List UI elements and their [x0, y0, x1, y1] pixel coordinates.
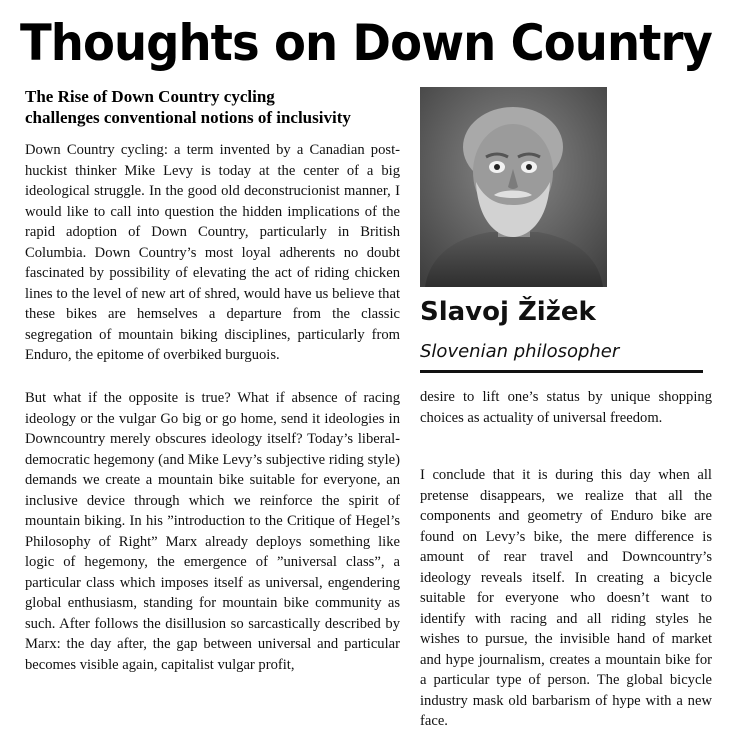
subtitle-line-1: The Rise of Down Country cycling — [25, 87, 275, 106]
author-role: Slovenian philosopher — [420, 341, 620, 362]
article-paragraph-2: But what if the opposite is true? What if absence of racing ideology or the vulgar Go big or go home, send it ideologies in Downcountry merely obscures ideology itself? Today’s liberal-democratic hegemony (and Mike Levy’s subjective riding style) demands we create a mountain bike suitable for everyone, an inclusive device through which we reinforce the spirit of mountain biking. In his ”introduction to the Critique of Hegel’s Philosophy of Right” Marx already deploys something like logic of hegemony, the emergence of ”universal class”, a particular class which imposes itself as universal, engendering global enthusiasm, standing for mountain bike community as such. After follows the disillusion so sarcastically described by Marx: the day after, the gap between universal and particular becomes visible again, capitalist vulgar profit, — [25, 390, 400, 673]
article-paragraph-3: desire to lift one’s status by unique shopping choices as actuality of universal freedom. — [420, 389, 712, 426]
author-portrait — [420, 87, 607, 287]
author-name: Slavoj Žižek — [420, 297, 596, 327]
article-paragraph-4: I conclude that it is during this day when all pretense disappears, we realize that all the components and geometry of Enduro bike are found on Levy’s bike, the mere difference is amount of rear travel and Downcountry’s ideology reveals itself. In creating a bicycle suitable for everyone who doesn’t want to identify with racing and all riding styles he wishes to pursue, the invisible hand of market and hype journalism, creates a mountain bike for a particular type of person. The global bicycle industry mask old barbarism of hype with a new face. — [420, 467, 712, 729]
article-title: Thoughts on Down Country — [20, 14, 712, 72]
subtitle-line-2: challenges conventional notions of inclusivity — [25, 108, 351, 127]
portrait-illustration — [420, 87, 607, 287]
author-divider — [420, 370, 703, 373]
article-paragraph-1: Down Country cycling: a term invented by a Canadian post-huckist thinker Mike Levy is today at the center of a big ideological struggle. In the good old deconstrucionist manner, I would like to call into question the hidden implications of the rapid adoption of Down Country, particularly in British Columbia. Down Country’s most loyal adherents no doubt fascinated by possibility of elevating the act of riding chicken lines to the level of new art of shred, would have us believe that these bikes are hemselves a departure from the classic segregation of mountain biking disciplines, particularly from Enduro, the epitome of overbiked burguois. — [25, 142, 400, 363]
article-subtitle — [25, 86, 405, 128]
